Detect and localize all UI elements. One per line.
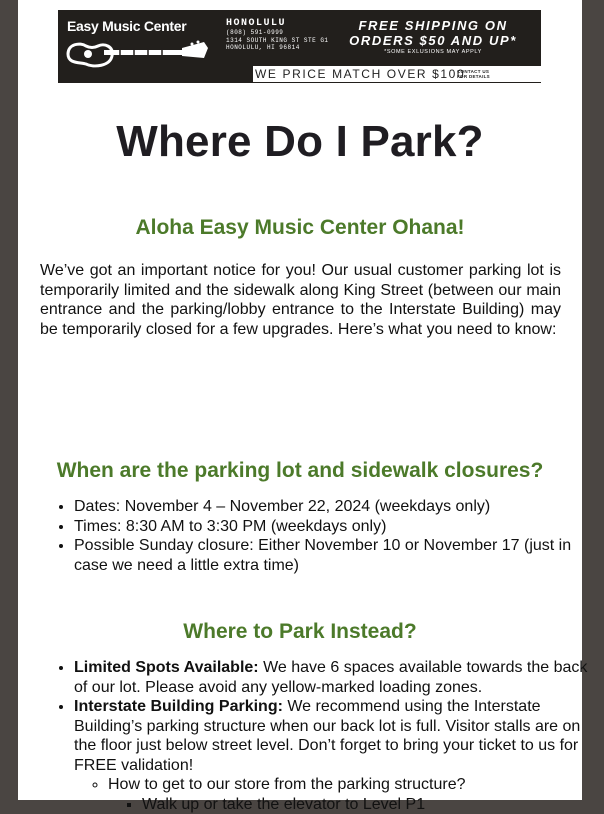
contact-note-line-1: CONTACT US — [457, 69, 489, 74]
list-item: • Possible Sunday closure: Either November 10 or November 17 (just in case we need a little extra time) — [74, 536, 604, 575]
shipping-line-2: ORDERS $50 AND UP* — [337, 33, 529, 48]
sub-sub-list — [108, 795, 604, 814]
sub-sub-list-item: ▪ Walk up or take the elevator to Level P1 — [142, 795, 604, 814]
guitar-logo-icon — [64, 34, 212, 70]
contact-note — [457, 69, 490, 79]
parking-list — [40, 658, 604, 814]
sub-list-item — [108, 775, 604, 814]
item-text: We have 6 spaces available towards the back of our lot. Please avoid any yellow-marked loading zones. — [74, 659, 587, 696]
parking-heading: Where to Park Instead? — [18, 620, 582, 644]
shipping-line-1: FREE SHIPPING ON — [337, 18, 529, 33]
intro-paragraph: We’ve got an important notice for you! Our usual customer parking lot is temporarily limited and the sidewalk along King Street (between our main entrance and the parking/lobby entrance to the Interstate Building) may be temporarily closed for a few upgrades. Here’s what you need to know: — [40, 261, 561, 339]
list-item: • Times: 8:30 AM to 3:30 PM (weekdays only) — [74, 517, 604, 537]
page-title: Where Do I Park? — [18, 117, 582, 167]
store-street: 1314 SOUTH KING ST STE G1 — [226, 37, 329, 45]
sub-list — [74, 775, 604, 814]
email-page — [18, 0, 582, 800]
price-match-strip — [253, 66, 543, 82]
sub-item-text: How to get to our store from the parking structure? — [108, 776, 466, 793]
item-text: We recommend using the Interstate Building’s parking structure when our back lot is full. Visitor stalls are on the floor just below street level. Don’t forget to bring your ticket to us for FREE validation! — [74, 698, 580, 774]
price-match-text: WE PRICE MATCH OVER $100 — [255, 67, 465, 81]
item-label: Interstate Building Parking: — [74, 698, 283, 715]
list-item — [74, 697, 604, 814]
brand-name: Easy Music Center — [67, 18, 186, 34]
store-citystate: HONOLULU, HI 96814 — [226, 44, 329, 52]
greeting-heading: Aloha Easy Music Center Ohana! — [18, 216, 582, 240]
list-item: • Dates: November 4 – November 22, 2024 (weekdays only) — [74, 497, 604, 517]
list-item — [74, 658, 604, 697]
closures-list — [40, 497, 604, 575]
shipping-note: *SOME EXLUSIONS MAY APPLY — [337, 48, 529, 56]
contact-note-line-2: FOR DETAILS — [457, 74, 490, 79]
shipping-promo — [337, 18, 529, 56]
closures-heading: When are the parking lot and sidewalk closures? — [18, 459, 582, 483]
store-phone: (808) 591-0999 — [226, 29, 329, 37]
store-city: HONOLULU — [226, 18, 329, 29]
item-label: Limited Spots Available: — [74, 659, 259, 676]
store-info — [226, 18, 329, 52]
